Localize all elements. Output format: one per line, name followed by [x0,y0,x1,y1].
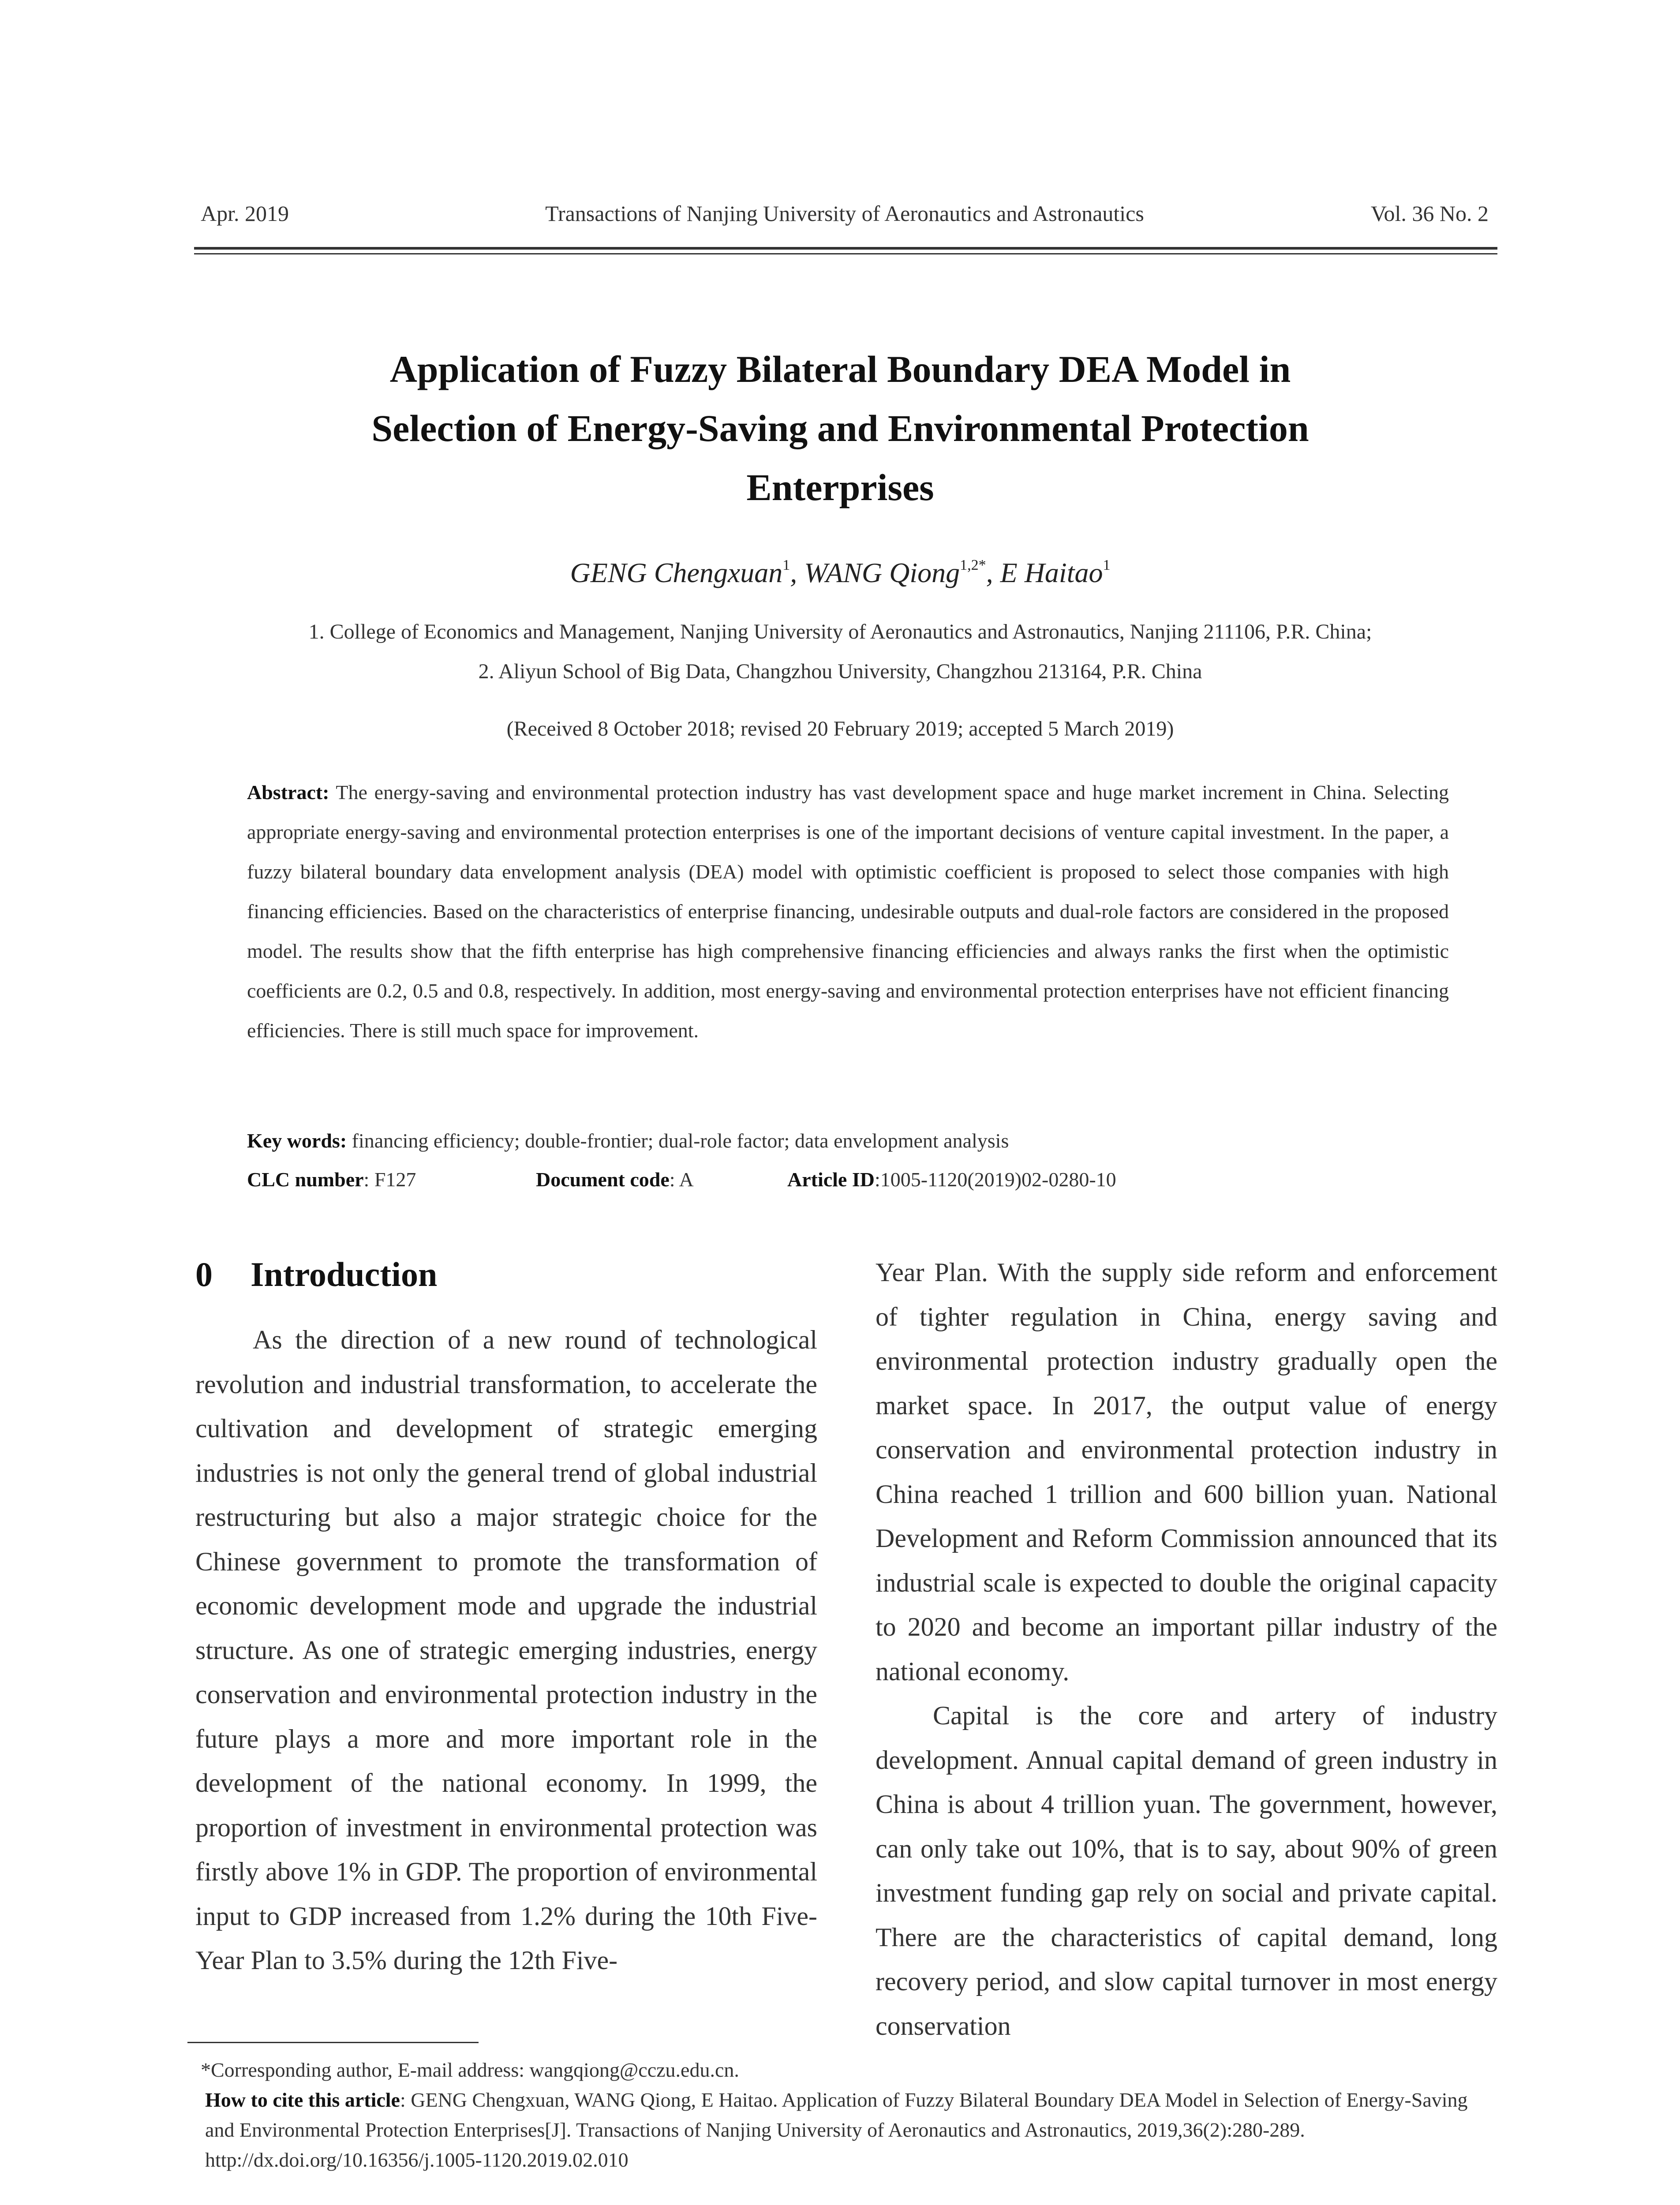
body-paragraph: As the direction of a new round of technological revolution and industrial transformation, to accelerate the cultivation and development of strategic emerging industries is not only the general trend of global industrial restructuring but also a major strategic choice for the Chinese government to promote the transformation of economic development mode and upgrade the industrial structure. As one of strategic emerging industries, energy conservation and environmental protection industry in the future plays a more and more important role in the development of the national economy. In 1999, the proportion of investment in environmental protection was firstly above 1% in GDP. The proportion of environmental input to GDP increased from 1.2% during the 10th Five-Year Plan to 3.5% during the 12th Five- [195,1325,817,1975]
keywords [247,1129,1449,1152]
left-column [195,1318,817,1983]
citation-note [201,2085,1497,2145]
received-dates: (Received 8 October 2018; revised 20 February 2019; accepted 5 March 2019) [506,717,1174,740]
journal-name: Transactions of Nanjing University of Aeronautics and Astronautics [545,201,1144,226]
author-separator: , [790,557,804,588]
abstract-text: The energy-saving and environmental protection industry has vast development space and huge market increment in China. Selecting appropriate energy-saving and environmental protection enterprises is one of the important decisions of venture capital investment. In the paper, a fuzzy bilateral boundary data envelopment analysis (DEA) model with optimistic coefficient is proposed to select those companies with high financing efficiencies. Based on the characteristics of enterprise financing, undesirable outputs and dual-role factors are considered in the proposed model. The results show that the fifth enterprise has high comprehensive financing efficiencies and always ranks the first when the optimistic coefficients are 0.2, 0.5 and 0.8, respectively. In addition, most energy-saving and environmental protection enterprises have not efficient financing efficiencies. There is still much space for improvement. [247,781,1449,1042]
author-name: WANG Qiong [804,557,960,588]
running-header [201,201,1489,232]
footnote-rule [187,2042,479,2043]
citation-text: : GENG Chengxuan, WANG Qiong, E Haitao. Application of Fuzzy Bilateral Boundary DEA Model in Selection of Energy-Saving and Environmental Protection Enterprises[J]. Transactions of Nanjing University of Aeronautics and Astronautics, 2019,36(2):280-289. [205,2089,1468,2141]
clc-value: F127 [374,1168,416,1191]
keywords-label: Key words: [247,1129,347,1152]
author-name: GENG Chengxuan [570,557,783,588]
section-heading [195,1255,437,1294]
keywords-text: financing efficiency; double-frontier; dual-role factor; data envelopment analysis [352,1129,1009,1152]
author-name: E Haitao [1000,557,1103,588]
header-rule-thin [194,253,1497,254]
body-paragraph: Capital is the core and artery of industry development. Annual capital demand of green industry in China is about 4 trillion yuan. The government, however, can only take out 10%, that is to say, about 90% of green investment funding gap rely on social and private capital. There are the characteristics of capital demand, long recovery period, and slow capital turnover in most energy conservation [876,1701,1497,2041]
author-list [168,557,1513,589]
article-id-value: 1005-1120(2019)02-0280-10 [880,1168,1116,1191]
title-line: Enterprises [746,466,934,508]
header-rule-thick [194,247,1497,250]
article-id-label: Article ID [787,1168,875,1191]
author-affiliation-mark: 1 [1103,557,1111,573]
article-id: Article ID:1005-1120(2019)02-0280-10 [787,1168,1116,1191]
abstract [247,773,1449,1050]
document-code: Document code: A [536,1168,694,1191]
author-affiliation-mark: 1 [782,557,790,573]
corresponding-author-note: *Corresponding author, E-mail address: wangqiong@cczu.edu.cn. [201,2059,739,2081]
doi-link[interactable]: http://dx.doi.org/10.16356/j.1005-1120.2019.02.010 [205,2149,629,2171]
classification-line [247,1168,1449,1199]
section-title: Introduction [251,1255,438,1293]
issue-date: Apr. 2019 [201,201,289,226]
author-separator: , [986,557,1000,588]
right-column [876,1250,1497,2048]
clc-label: CLC number [247,1168,364,1191]
affiliation-1: 1. College of Economics and Management, Nanjing University of Aeronautics and Astronautics, Nanjing 211106, P.R. China; [308,620,1372,643]
affiliation-2: 2. Aliyun School of Big Data, Changzhou University, Changzhou 213164, P.R. China [478,660,1202,683]
paper-title [168,340,1513,517]
citation-label: How to cite this article [205,2089,400,2111]
title-line: Selection of Energy-Saving and Environmental Protection [371,407,1309,449]
document-code-label: Document code [536,1168,670,1191]
document-code-value: A [679,1168,694,1191]
footnotes [201,2055,1497,2175]
clc-number: CLC number: F127 [247,1168,416,1191]
author-affiliation-mark: 1,2* [960,557,986,573]
section-number: 0 [195,1255,213,1293]
body-paragraph: Year Plan. With the supply side reform and enforcement of tighter regulation in China, energy saving and environmental protection industry gradually open the market space. In 2017, the output value of energy conservation and environmental protection industry in China reached 1 trillion and 600 billion yuan. National Development and Reform Commission announced that its industrial scale is expected to double the original capacity to 2020 and become an important pillar industry of the national economy. [876,1258,1497,1686]
volume-number: Vol. 36 No. 2 [1370,201,1489,226]
title-line: Application of Fuzzy Bilateral Boundary DEA Model in [389,348,1291,390]
abstract-label: Abstract: [247,781,329,804]
